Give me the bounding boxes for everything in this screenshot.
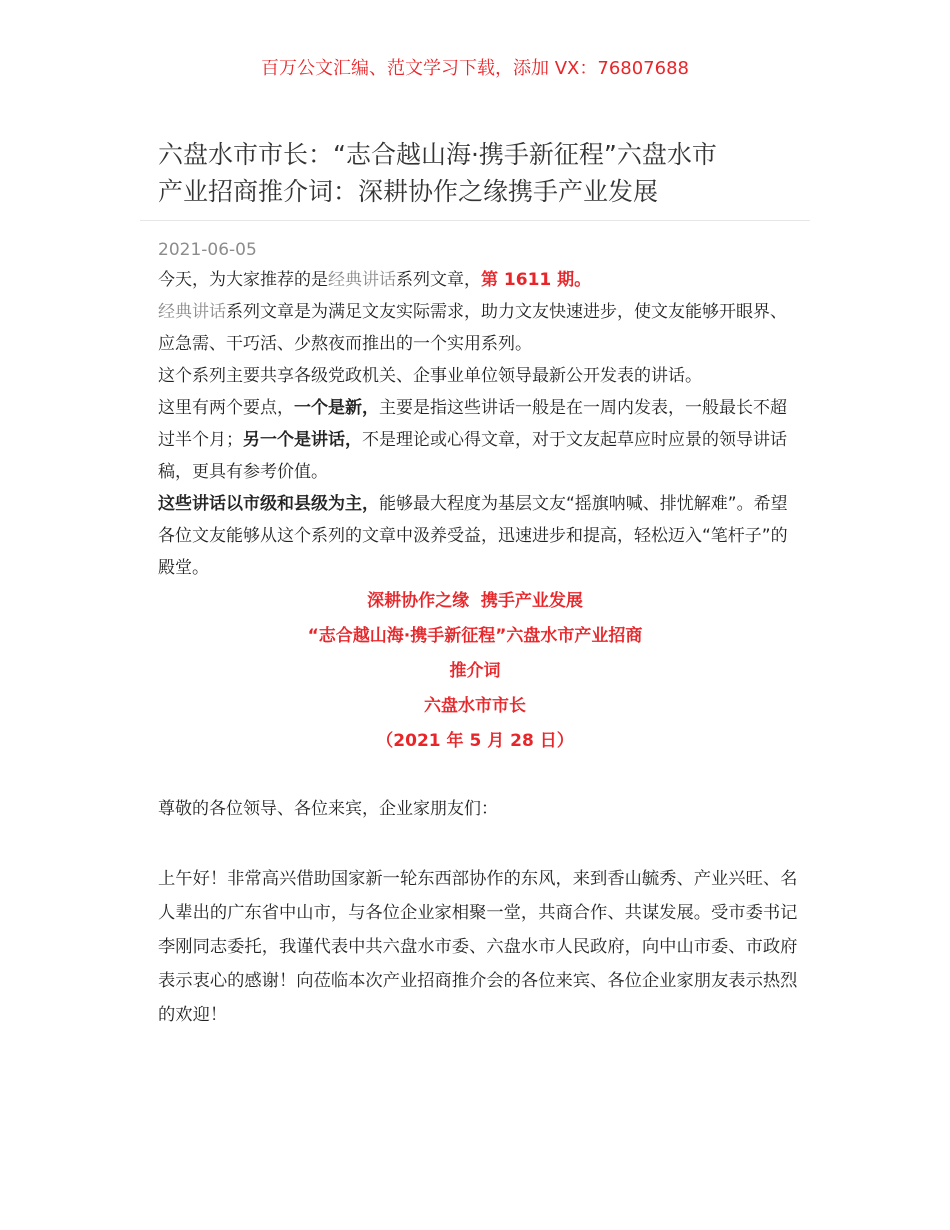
intro-paragraph-2	[158, 296, 798, 360]
series-name-highlight: 经典讲话	[158, 302, 226, 322]
intro-paragraph-3: 这个系列主要共享各级党政机关、企事业单位领导最新公开发表的讲话。	[158, 366, 702, 386]
speech-header	[158, 584, 792, 759]
speech-paragraph: 上午好！非常高兴借助国家新一轮东西部协作的东风，来到香山毓秀、产业兴旺、名人辈出的广东省中山市，与各位企业家相聚一堂，共商合作、共谋发展。受市委书记李刚同志委托，我谨代表中共六盘水市委、六盘水市人民政府，向中山市委、市政府表示衷心的感谢！向莅临本次产业招商推介会的各位来宾、各位企业家朋友表示热烈的欢迎！	[158, 869, 798, 1025]
intro-text: 系列文章，	[396, 270, 481, 290]
intro-text: 这里有两个要点，	[158, 398, 294, 418]
title-divider	[140, 220, 810, 221]
speech-type: 推介词	[449, 661, 501, 681]
intro-section	[158, 264, 798, 584]
speaker: 六盘水市市长	[424, 696, 526, 716]
intro-text: 今天，为大家推荐的是	[158, 270, 328, 290]
intro-text: 能够最大程度为基层文友“摇旗呐喊、排忧解难”。希望各位文友能够从这个系列的文章中汲养受益，迅速进步和提高，轻松迈入“笔杆子”的殿堂。	[158, 494, 788, 578]
article-title-line1: 六盘水市市长：“志合越山海·携手新征程”六盘水市	[158, 140, 717, 169]
intro-text: 系列文章是为满足文友实际需求，助力文友快速进步，使文友能够开眼界、应急需、干巧活、少熬夜而推出的一个实用系列。	[158, 302, 787, 354]
bold-point: 这些讲话以市级和县级为主，	[158, 494, 379, 514]
publish-date: 2021-06-05	[158, 240, 257, 260]
article-title	[158, 136, 798, 210]
speech-event: “志合越山海·携手新征程”六盘水市产业招商	[307, 626, 643, 646]
issue-number: 第 1611 期。	[481, 270, 592, 290]
bold-point: 一个是新，	[294, 398, 379, 418]
intro-paragraph-1	[158, 264, 798, 296]
bold-point: 另一个是讲话，	[243, 430, 362, 450]
series-name-highlight: 经典讲话	[328, 270, 396, 290]
intro-text: 主要是指这些讲话一般是在一周内发表，一般最长不超过半个月；	[158, 398, 787, 450]
speech-title: 深耕协作之缘 携手产业发展	[367, 591, 583, 611]
intro-text: 不是理论或心得文章，对于文友起草应时应景的领导讲话稿，更具有参考价值。	[158, 430, 787, 482]
intro-paragraph-5	[158, 488, 798, 584]
promo-banner: 百万公文汇编、范文学习下载，添加 VX：76807688	[261, 58, 689, 79]
speech-greeting: 尊敬的各位领导、各位来宾，企业家朋友们：	[158, 799, 498, 819]
article-title-line2: 产业招商推介词：深耕协作之缘携手产业发展	[158, 177, 659, 206]
intro-paragraph-4	[158, 392, 798, 488]
speech-date: （2021 年 5 月 28 日）	[376, 731, 574, 751]
